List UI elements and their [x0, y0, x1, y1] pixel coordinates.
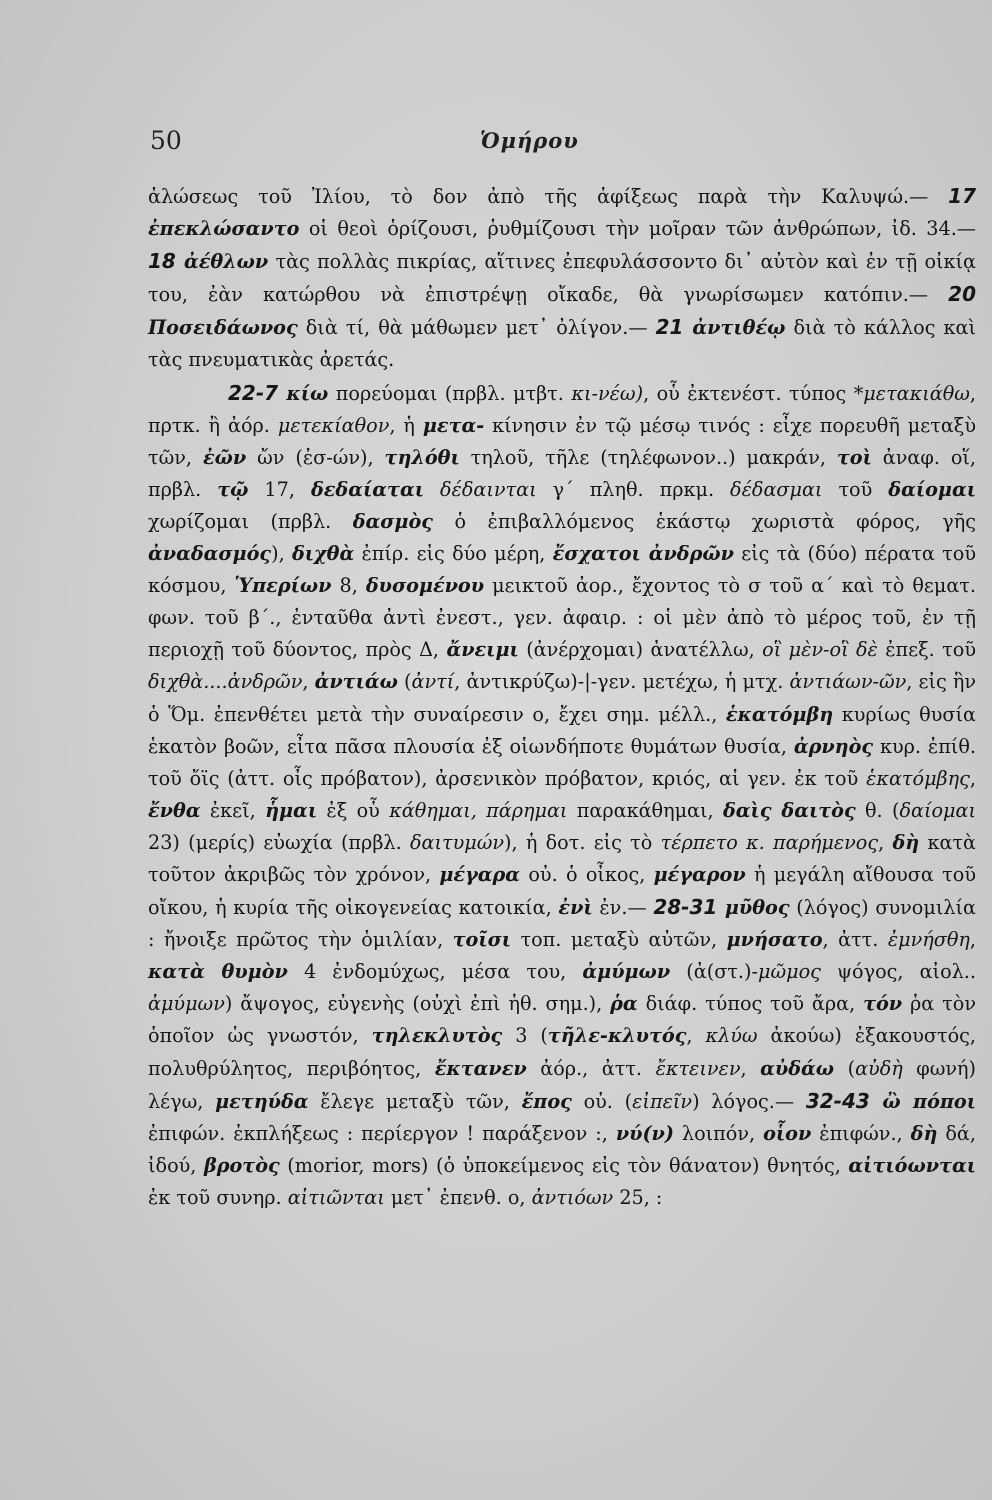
gloss-text: ἐπεξ. τοῦ: [877, 638, 976, 662]
gloss-text: διάφ. τύπος τοῦ ἄρα,: [637, 992, 864, 1016]
gloss-text: μεικτοῦ ἀορ., ἔχοντος τὸ σ τοῦ α´ καὶ τὸ θεματ. φων. τοῦ β´., ἐνταῦθα ἀντὶ ἐνεστ., γεν. ἀφαιρ. : οἱ μὲν ἀπὸ τὸ μέρος τοῦ, ἐν τῇ περιοχῇ τοῦ δύοντος, πρὸς Δ,: [148, 574, 976, 662]
gloss-text: ἔλεγε μεταξὺ τῶν,: [308, 1089, 522, 1113]
headword: κατὰ θυμὸν: [148, 960, 288, 984]
gloss-text: θ. (: [855, 798, 900, 822]
headword: κι-νέω): [571, 381, 644, 405]
gloss-text: , ἀττ.: [822, 928, 888, 952]
headword: ἔνθα: [148, 798, 201, 822]
commentary-paragraph: [148, 377, 976, 1214]
verse-reference: 28-31: [653, 895, 725, 920]
gloss-text: ἐκ τοῦ συνηρ.: [148, 1185, 288, 1209]
headword: ἀντιόων: [531, 1185, 614, 1209]
headword: διχθὰ: [291, 542, 355, 566]
verse-reference: 20: [948, 282, 976, 307]
headword: κάθημαι, πάρημαι: [389, 798, 568, 822]
headword: μνήσατο: [726, 928, 823, 952]
gloss-text: ), ἡ δοτ. εἰς τὸ: [504, 830, 661, 854]
headword: ἄνειμι: [446, 638, 519, 662]
gloss-text: κυρίως θυσία ἑκατὸν βοῶν, εἶτα πᾶσα πλουσία ἐξ οἱωνδήποτε θυμάτων θυσία,: [148, 702, 976, 758]
headword: οἳ μὲν-οἳ δὲ: [762, 638, 878, 662]
headword: κίω: [286, 381, 329, 405]
gloss-text: ἐξ οὗ: [317, 798, 390, 822]
gloss-text: ὁ ἐπιβαλλόμενος ἑκάστῳ χωριστὰ φόρος, γῆς: [432, 509, 976, 533]
headword: δαὶς δαιτὸς: [722, 798, 856, 822]
gloss-text: κατὰ τοῦτον ἀκριβῶς τὸν χρόνον,: [148, 830, 976, 886]
headword: τηλεκλυτὸς: [371, 1024, 503, 1048]
headword: Ὑπερίων: [234, 574, 332, 598]
headword: δέδασμαι: [730, 477, 823, 501]
headword: ἀντί: [411, 670, 455, 694]
headword: ἔσχατοι ἀνδρῶν: [552, 542, 734, 566]
headword: Ποσειδάωνος: [148, 316, 298, 340]
headword: ἑκατόμβης: [866, 766, 970, 790]
gloss-text: ἡ μεγάλη αἴθουσα τοῦ οἴκου, ἡ κυρία τῆς οἰκογενείας κατοικία,: [148, 862, 976, 920]
gloss-text: ,: [302, 670, 315, 694]
gloss-text: (: [834, 1056, 856, 1080]
headword: αὐδὴ: [855, 1056, 903, 1080]
gloss-text: τηλοῦ, τῆλε (τηλέφωνον..) μακράν,: [459, 445, 837, 469]
gloss-text: οὐ. (: [571, 1089, 633, 1113]
headword: ἑκατόμβη: [725, 702, 834, 726]
headword: μετα-: [422, 413, 485, 437]
gloss-text: , πρτκ. ἢ ἀόρ.: [148, 381, 977, 437]
headword: δαιτυμών: [409, 830, 505, 854]
headword: ἧμαι: [265, 798, 318, 822]
headword: βροτὸς: [203, 1153, 280, 1177]
headword: ἔκτανεν: [434, 1056, 527, 1080]
headword: αἰτιόωνται: [848, 1153, 976, 1177]
headword: αὐδάω: [760, 1056, 835, 1080]
headword: οἷον: [763, 1121, 812, 1145]
verse-reference: 21: [655, 315, 693, 340]
headword: μέγαρον: [653, 862, 746, 886]
gloss-text: τοῦ: [822, 477, 889, 501]
gloss-text: διὰ τὸ κάλλος καὶ τὰς πνευματικὰς ἀρετάς.: [148, 316, 977, 372]
headword: δαίομαι: [888, 477, 977, 501]
running-title: Ὁμήρου: [480, 128, 579, 153]
headword: δέδαινται: [440, 477, 537, 501]
headword: ἀντιάω: [314, 670, 398, 694]
headword: τῆλε-κλυτός: [547, 1024, 687, 1048]
gloss-text: λοιπόν,: [673, 1121, 764, 1145]
headword: ἀντιάων-ῶν: [789, 670, 907, 694]
headword: ἐῶν: [202, 445, 247, 469]
headword: ἐνὶ: [558, 896, 593, 920]
gloss-text: ἐν.—: [592, 896, 654, 920]
gloss-text: εἰς τὰ (δύο) πέρατα τοῦ κόσμου,: [148, 542, 976, 598]
gloss-text: (ἀνέρχομαι) ἀνατέλλω,: [518, 638, 763, 662]
headword: δὴ: [892, 830, 920, 854]
commentary-paragraph: [148, 180, 976, 377]
headword: δυσομένου: [365, 574, 485, 598]
headword: μέγαρα: [439, 862, 521, 886]
gloss-text: πορεύομαι (πρβλ. μτβτ.: [328, 381, 572, 405]
headword: δαίομαι: [899, 798, 976, 822]
gloss-text: ἐπίρ. εἰς δύο μέρη,: [354, 542, 553, 566]
gloss-text: 23) (μερίς) εὐωχία (πρβλ.: [148, 830, 410, 854]
headword: ἀμύμων: [148, 992, 225, 1016]
headword: δεδαίαται: [310, 477, 424, 501]
headword: *μετακιάθω: [853, 381, 970, 405]
gloss-text: ,: [740, 1056, 761, 1080]
gloss-text: 4 ἐνδομύχως, μέσα του,: [287, 960, 583, 984]
headword: ἀντιθέῳ: [692, 316, 786, 340]
headword: μετηύδα: [215, 1089, 309, 1113]
headword: κλύω: [705, 1024, 758, 1048]
headword: μετεκίαθον: [277, 413, 390, 437]
gloss-text: ῥα τὸν ὁποῖον ὡς γνωστόν,: [148, 992, 976, 1048]
gloss-text: [424, 478, 440, 501]
gloss-text: 8,: [331, 574, 366, 598]
headword: ἀρνηὸς: [793, 734, 874, 758]
gloss-text: ὤν (ἐσ-ών),: [246, 445, 385, 469]
gloss-text: κυρ. ἐπίθ. τοῦ ὄϊς (ἀττ. οἶς πρόβατον), ἀρσενικὸν πρόβατον, κριός, αἱ γεν. ἐκ τοῦ: [148, 734, 976, 790]
gloss-text: ,: [969, 928, 976, 952]
headword: τόν: [863, 992, 903, 1016]
gloss-text: οὐ. ὁ οἶκος,: [520, 862, 654, 886]
gloss-text: γ´ πληθ. πρκμ.: [536, 477, 731, 501]
gloss-text: ,: [878, 830, 893, 854]
headword: ἔκτεινεν: [655, 1056, 741, 1080]
headword: ἀναδασμός: [148, 542, 272, 566]
headword: ῥα: [610, 992, 638, 1016]
headword: ἀέθλων: [183, 250, 269, 274]
gloss-text: διὰ τί, θὰ μάθωμεν μετ᾽ ὀλίγον.—: [297, 316, 656, 340]
gloss-text: χωρίζομαι (πρβλ.: [148, 509, 353, 533]
gloss-text: (ἀ(στ.)-: [670, 960, 758, 984]
gloss-text: τὰς πολλὰς πικρίας, αἵτινες ἐπεφυλάσσοντο δι᾽ αὐτὸν καὶ ἐν τῇ οἰκίᾳ του, ἐὰν κατώρθου νὰ ἐπιστρέψῃ οἴκαδε, θὰ γνωρίσωμεν κατόπιν.—: [148, 250, 977, 307]
commentary-text: [148, 180, 976, 1214]
headword: τοὶ: [836, 445, 872, 469]
headword: νύ(ν): [615, 1121, 674, 1145]
gloss-text: , ἡ: [389, 413, 423, 437]
gloss-text: ) λόγος.—: [692, 1089, 806, 1113]
headword: μῶμος: [757, 960, 821, 984]
headword: εἰπεῖν: [632, 1089, 693, 1113]
headword: ὢ πόποι: [882, 1089, 976, 1113]
headword: διχθὰ....ἀνδρῶν: [148, 670, 303, 694]
gloss-text: τοπ. μεταξὺ αὐτῶν,: [511, 928, 727, 952]
gloss-text: 3 (: [502, 1024, 548, 1048]
gloss-text: δά, ἰδού,: [148, 1121, 976, 1177]
headword: ἀμύμων: [582, 960, 671, 984]
gloss-text: , εἰς ἣν ὁ Ὅμ. ἐπενθέτει μετὰ τὴν συναίρεσιν ο, ἔχει σημ. μέλλ.,: [148, 670, 976, 726]
gloss-text: ),: [271, 542, 292, 566]
headword: δασμὸς: [352, 509, 433, 533]
gloss-text: 17,: [248, 477, 311, 501]
gloss-text: οἱ θεοὶ ὁρίζουσι, ῥυθμίζουσι τὴν μοῖραν τῶν ἀνθρώπων, ἰδ. 34.—: [299, 217, 976, 241]
page-header: [150, 126, 890, 166]
verse-reference: 17: [948, 184, 976, 208]
gloss-text: , οὗ ἐκτενέστ. τύπος: [643, 381, 854, 405]
gloss-text: φωνή) λέγω,: [148, 1056, 976, 1113]
headword: τοῖσι: [452, 928, 512, 952]
gloss-text: ἐπιφών. ἐκπλήξεως : περίεργον ! παράξενον :,: [148, 1121, 616, 1145]
gloss-text: ψόγος, αἰολ..: [820, 960, 976, 984]
page-number: 50: [150, 126, 182, 155]
gloss-text: ἀναφ. οἵ, πρβλ.: [148, 445, 977, 501]
verse-reference: 22-7: [228, 380, 287, 405]
headword: ἔπος: [521, 1089, 572, 1113]
gloss-text: ,: [686, 1024, 706, 1048]
headword: ἐπεκλώσαντο: [148, 217, 300, 241]
gloss-text: ἀκούω) ἐξακουστός, πολυθρύλητος, περιβόητος,: [148, 1024, 976, 1080]
gloss-text: 25, :: [613, 1185, 663, 1209]
gloss-text: ἐπιφών.,: [811, 1121, 911, 1145]
gloss-text: ) ἄψογος, εὐγενὴς (οὐχὶ ἐπὶ ἠθ. σημ.),: [224, 992, 611, 1016]
headword: δὴ: [910, 1121, 938, 1145]
headword: ἐμνήσθη: [887, 928, 970, 952]
gloss-text: , ἀντικρύζω)-|-γεν. μετέχω, ἡ μτχ.: [454, 670, 790, 694]
verse-reference: 18: [148, 249, 184, 274]
gloss-text: ,: [969, 766, 976, 790]
gloss-text: ἁλώσεως τοῦ Ἰλίου, τὸ δον ἀπὸ τῆς ἀφίξεως παρὰ τὴν Καλυψώ.—: [148, 185, 949, 208]
headword: τηλόθι: [384, 445, 460, 469]
gloss-text: (: [397, 670, 412, 694]
gloss-text: ἐκεῖ,: [200, 798, 266, 822]
gloss-text: παρακάθημαι,: [567, 798, 723, 822]
headword: μῦθος: [724, 896, 790, 920]
headword: τέρπετο κ. παρήμενος: [660, 830, 879, 854]
gloss-text: κίνησιν ἐν τῷ μέσῳ τινός : εἶχε πορευθῆ μεταξὺ τῶν,: [148, 413, 977, 469]
headword: τῷ: [217, 477, 249, 501]
gloss-text: μετ᾽ ἐπενθ. ο,: [384, 1185, 532, 1209]
verse-reference: 32-43: [805, 1088, 883, 1113]
gloss-text: (λόγος) συνομιλία : ἤνοιξε πρῶτος τὴν ὁμιλίαν,: [148, 896, 976, 952]
gloss-text: ἀόρ., ἀττ.: [526, 1056, 656, 1080]
headword: αἰτιῶνται: [287, 1185, 385, 1209]
gloss-text: (morior, mors) (ὁ ὑποκείμενος εἰς τὸν θάνατον) θνητός,: [279, 1153, 849, 1177]
